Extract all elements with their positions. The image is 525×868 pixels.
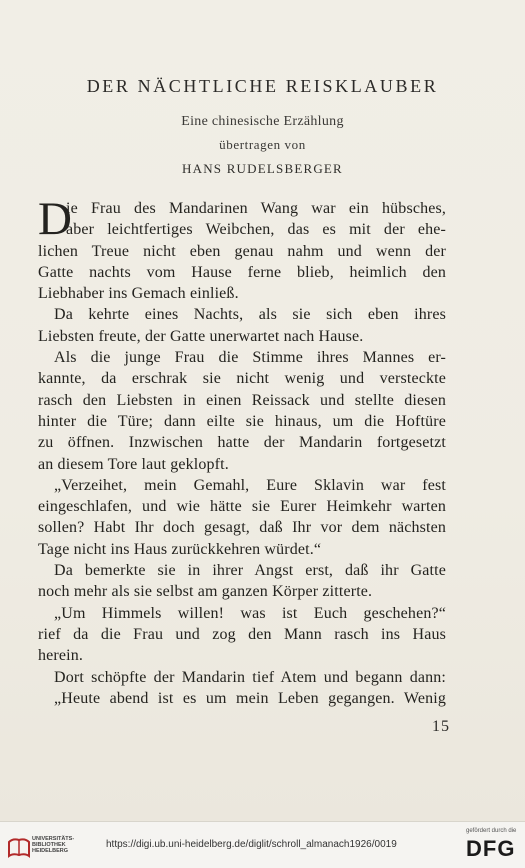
translator-name: HANS RUDELSBERGER <box>182 161 343 176</box>
text-line: Dort schöpfte der Mandarin tief Atem und begann dann: <box>54 668 446 686</box>
translation-note: übertragen von <box>219 137 306 152</box>
page-number: 15 <box>432 718 450 735</box>
text-line: hinter die Türe; dann eilte sie hinaus, um die Hoftüre <box>38 412 446 430</box>
text-line: lichen Treue nicht eben genau nahm und wenn der <box>38 242 446 260</box>
text-line: herein. <box>38 647 84 665</box>
story-subtitle: Eine chinesische Erzählung <box>181 114 344 129</box>
text-line: aber leichtfertiges Weibchen, das es mit der ehe- <box>66 221 446 239</box>
text-line: Tage nicht ins Haus zurückkehren würdet.“ <box>38 540 322 558</box>
text-line: Liebhaber ins Gemach einließ. <box>38 285 239 303</box>
text-line: noch mehr als sie selbst am ganzen Körper zitterte. <box>38 583 373 601</box>
text-line: „Heute abend ist es um mein Leben gegangen. Wenig <box>54 689 446 707</box>
text-line: rasch den Liebsten in einen Reissack und stellte diesen <box>38 391 446 409</box>
text-line: „Verzeihet, mein Gemahl, Eure Sklavin war fest <box>54 476 446 494</box>
funding-label: gefördert durch die <box>466 828 517 834</box>
text-line: Liebsten freute, der Gatte unerwartet nach Hause. <box>38 327 364 345</box>
text-line: Da kehrte eines Nachts, als sie sich eben ihres <box>54 306 446 324</box>
drop-cap: D <box>38 193 72 245</box>
viewer-footer <box>0 821 525 868</box>
text-line: Da bemerkte sie in ihrer Angst erst, daß ihr Gatte <box>54 562 446 580</box>
story-title: DER NÄCHTLICHE REISKLAUBER <box>86 76 439 96</box>
page-url-link[interactable]: https://digi.ub.uni-heidelberg.de/diglit/schroll_almanach1926/0019 <box>106 839 397 850</box>
text-line: Als die junge Frau die Stimme ihres Mannes er- <box>54 349 446 367</box>
text-line: rief da die Frau und zog den Mann rasch ins Haus <box>38 625 446 643</box>
text-line: eingeschlafen, und wie hätte sie Eurer Heimkehr warten <box>38 498 446 516</box>
text-line: sollen? Habt Ihr doch gesagt, daß Ihr vor dem nächsten <box>38 519 446 537</box>
text-line: ie Frau des Mandarinen Wang war ein hübsches, <box>66 200 446 217</box>
text-line: an diesem Tore laut geklopft. <box>38 455 229 473</box>
university-seal-icon <box>7 836 31 858</box>
text-line: kannte, da erschrak sie nicht wenig und versteckte <box>38 370 446 388</box>
text-line: „Um Himmels willen! was ist Euch geschehen?“ <box>54 604 446 622</box>
text-line: Gatte nachts vom Hause ferne blieb, heimlich den <box>38 263 446 281</box>
library-logo-text: UNIVERSITÄTS- BIBLIOTHEK HEIDELBERG <box>32 836 75 854</box>
story-body <box>38 193 446 709</box>
dfg-logo: DFG <box>466 836 516 861</box>
text-line: zu öffnen. Inzwischen hatte der Mandarin fortgesetzt <box>38 434 446 452</box>
